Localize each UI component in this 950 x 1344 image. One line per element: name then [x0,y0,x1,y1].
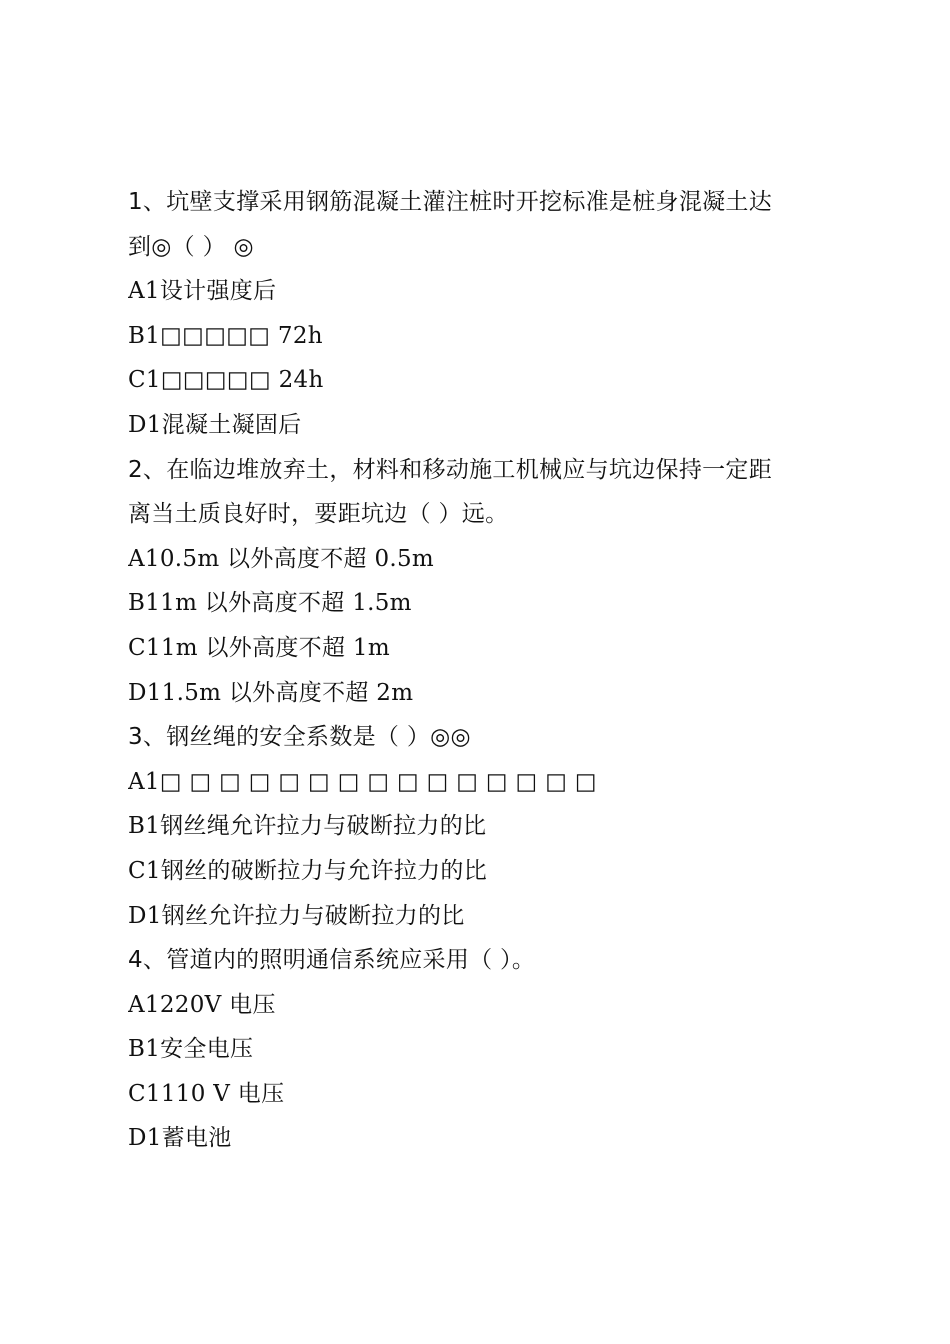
question-4-stem-line-1: 4、管道内的照明通信系统应采用（ ）。 [128,947,536,974]
question-2-stem-line-1: 2、在临边堆放弃土，材料和移动施工机械应与坑边保持一定距 [128,456,773,483]
question-1-option-c: C1□□□□□ 24h [128,367,324,394]
question-4-option-b: B1安全电压 [128,1036,254,1063]
question-1-option-d: D1混凝土凝固后 [128,411,302,438]
question-2-option-c: C11m 以外高度不超 1m [128,634,390,661]
question-1-option-a: A1设计强度后 [128,278,277,305]
question-list [128,180,838,1161]
question-4-option-d: D1蓄电池 [128,1125,232,1152]
question-3-stem-line-1: 3、钢丝绳的安全系数是（ ）◎◎ [128,724,471,751]
question-1-stem-line-2: 到◎（ ） ◎ [128,233,254,260]
question-3-option-c: C1钢丝的破断拉力与允许拉力的比 [128,857,488,884]
question-4-option-a: A1220V 电压 [128,991,276,1018]
question-3-option-b: B1钢丝绳允许拉力与破断拉力的比 [128,813,487,840]
question-4-option-c: C1110 V 电压 [128,1080,285,1107]
question-1 [128,180,838,448]
question-2 [128,448,838,716]
question-1-stem-line-1: 1、坑壁支撑采用钢筋混凝土灌注桩时开挖标准是桩身混凝土达 [128,189,773,215]
question-2-option-d: D11.5m 以外高度不超 2m [128,679,414,706]
question-3-option-d: D1钢丝允许拉力与破断拉力的比 [128,902,465,929]
question-2-option-b: B11m 以外高度不超 1.5m [128,590,412,617]
question-4 [128,938,838,1161]
question-3-option-a: A1□ □ □ □ □ □ □ □ □ □ □ □ □ □ □ [128,768,597,795]
question-2-option-a: A10.5m 以外高度不超 0.5m [128,545,435,572]
question-2-stem-line-2: 离当土质良好时，要距坑边（ ）远。 [128,501,509,528]
question-1-option-b: B1□□□□□ 72h [128,322,323,349]
question-3 [128,715,838,938]
